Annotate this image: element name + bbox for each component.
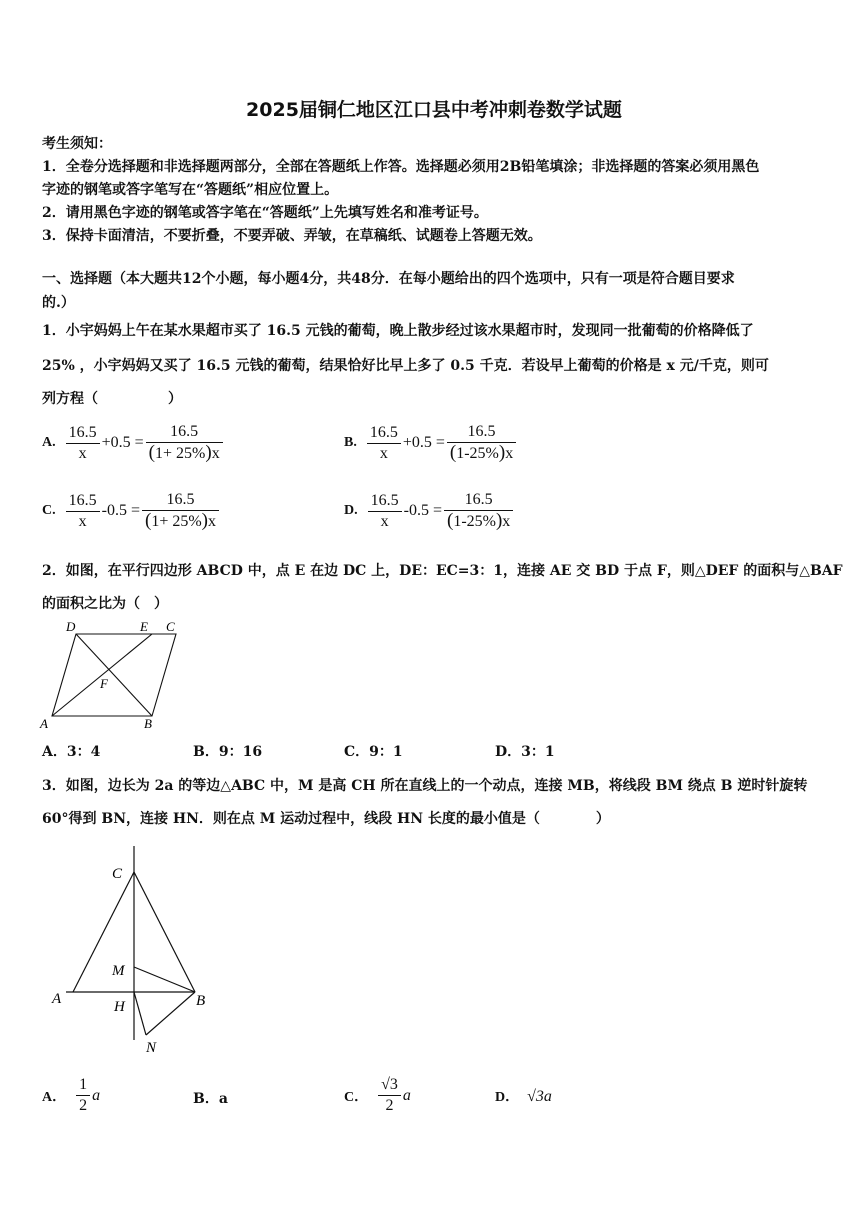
fraction: $\frac{1}{2}$ [76, 1076, 90, 1115]
fraction: $\frac{16.5}{(1+ 25\%)x}$ [146, 423, 223, 463]
option-label: A． [42, 1089, 67, 1105]
notice-item: 3．保持卡面清洁，不要折叠，不要弄破、弄皱，在草稿纸、试题卷上答题无效。 [42, 228, 542, 244]
variable: a [402, 1086, 411, 1104]
option-label: C. [42, 503, 56, 518]
q3-triangle-figure [40, 840, 230, 1062]
q2-option-c[interactable]: C．9：1 [344, 744, 403, 760]
label-c: C [112, 866, 123, 882]
operator: +0.5 = [101, 434, 144, 451]
fraction: $\frac{16.5}{x}$ [367, 424, 401, 463]
label-c: C [166, 619, 175, 634]
operator: +0.5 = [402, 434, 445, 451]
q2-text-line1: 2．如图，在平行四边形 ABCD 中，点 E 在边 DC 上，DE：EC=3：1，连接 AE 交 BD 于点 F，则△DEF 的面积与△BAF [42, 563, 843, 579]
q3-text-line2: 60°得到 BN，连接 HN．则在点 M 运动过程中，线段 HN 长度的最小值是（ ） [42, 811, 610, 827]
q2-option-a[interactable]: A．3：4 [42, 744, 101, 760]
label-a: A [52, 991, 62, 1007]
label-e: E [140, 619, 148, 634]
label-b: B [144, 716, 152, 731]
option-label: D. [344, 503, 358, 518]
section-heading-line1: 一、选择题（本大题共12个小题，每小题4分，共48分．在每小题给出的四个选项中，只有一项是符合题目要求 [42, 271, 735, 287]
operator: -0.5 = [403, 502, 442, 519]
q1-text-line2: 25% ，小宇妈妈又买了 16.5 元钱的葡萄，结果恰好比早上多了 0.5 千克．若设早上葡萄的价格是 x 元/千克，则可 [42, 358, 769, 374]
q1-option-d[interactable] [344, 491, 515, 531]
option-label: B. [344, 435, 357, 450]
q3-option-b[interactable]: B．a [193, 1091, 228, 1107]
option-text: √3a [527, 1088, 552, 1105]
q1-text-line3: 列方程（ ） [42, 391, 182, 407]
label-n: N [146, 1040, 157, 1056]
q2-option-d[interactable]: D．3：1 [495, 744, 555, 760]
fraction: $\frac{16.5}{x}$ [66, 424, 100, 463]
fraction: $\frac{16.5}{(1+ 25\%)x}$ [142, 491, 219, 531]
segment-bn [146, 992, 195, 1035]
fraction: $\frac{√3}{2}$ [378, 1076, 401, 1115]
q3-text-line1: 3．如图，边长为 2a 的等边△ABC 中，M 是高 CH 所在直线上的一个动点，连接 MB，将线段 BM 绕点 B 逆时针旋转 [42, 778, 808, 794]
q1-option-a[interactable] [42, 423, 225, 463]
label-b: B [196, 993, 206, 1009]
option-label: D． [495, 1090, 520, 1105]
label-a: A [40, 716, 48, 731]
q3-option-c[interactable] [344, 1076, 411, 1115]
notice-item: 2．请用黑色字迹的钢笔或答字笔在“答题纸”上先填写姓名和准考证号。 [42, 205, 488, 221]
notice-item: 字迹的钢笔或答字笔写在“答题纸”相应位置上。 [42, 182, 339, 198]
diagonal-bd [76, 634, 152, 716]
side-cb [134, 872, 195, 992]
option-label: A. [42, 435, 56, 450]
q1-text-line1: 1．小宇妈妈上午在某水果超市买了 16.5 元钱的葡萄，晚上散步经过该水果超市时，发现同一批葡萄的价格降低了 [42, 323, 754, 339]
label-d: D [66, 619, 76, 634]
notice-item: 1．全卷分选择题和非选择题两部分，全部在答题纸上作答。选择题必须用2B铅笔填涂；非选择题的答案必须用黑色 [42, 159, 760, 175]
q2-text-line2: 的面积之比为（ ） [42, 596, 168, 612]
q1-option-b[interactable] [344, 423, 518, 463]
section-heading-line2: 的.） [42, 295, 75, 311]
q3-option-d[interactable] [495, 1086, 552, 1106]
q2-parallelogram-figure [36, 616, 186, 732]
q2-option-b[interactable]: B．9：16 [193, 744, 263, 760]
variable: a [92, 1086, 101, 1104]
label-h: H [114, 999, 125, 1015]
label-f: F [100, 676, 108, 691]
fraction: $\frac{16.5}{x}$ [368, 492, 402, 531]
q3-option-a[interactable] [42, 1076, 100, 1115]
fraction: $\frac{16.5}{(1-25\%)x}$ [444, 491, 513, 531]
q1-option-c[interactable] [42, 491, 221, 531]
segment-ae [52, 634, 152, 716]
fraction: $\frac{16.5}{x}$ [66, 492, 100, 531]
option-label: C． [344, 1089, 369, 1105]
segment-mb [134, 967, 195, 992]
label-m: M [112, 963, 125, 979]
segment-hn [134, 992, 146, 1035]
page-title: 2025届铜仁地区江口县中考冲刺卷数学试题 [246, 99, 622, 121]
operator: -0.5 = [101, 502, 140, 519]
side-ac [73, 872, 134, 992]
fraction: $\frac{16.5}{(1-25\%)x}$ [447, 423, 516, 463]
notice-heading: 考生须知： [42, 136, 112, 152]
